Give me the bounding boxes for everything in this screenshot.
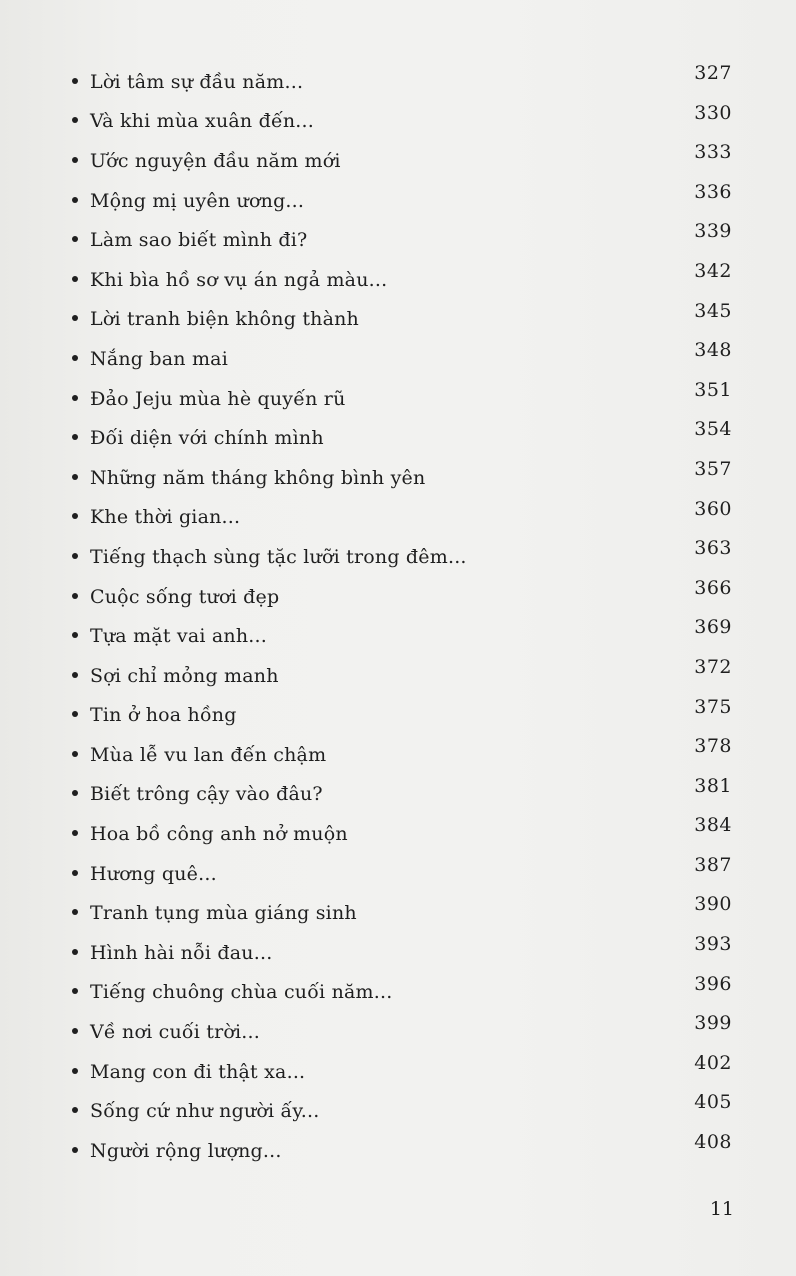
toc-entry-title: Biết trông cậy vào đâu?	[90, 783, 323, 806]
toc-entry	[72, 1085, 732, 1125]
toc-entry-page: 381	[694, 774, 732, 797]
toc-entry	[72, 690, 732, 730]
toc-entry-title: Mang con đi thật xa...	[90, 1060, 306, 1083]
toc-entry-title: Hoa bồ công anh nở muộn	[90, 823, 348, 846]
toc-entry-page: 396	[694, 972, 732, 995]
bullet-icon	[72, 632, 78, 638]
toc-entry-title: Lời tâm sự đầu năm...	[90, 70, 304, 93]
bullet-icon	[72, 157, 78, 163]
toc-entry-title: Và khi mùa xuân đến...	[90, 110, 314, 133]
bullet-icon	[72, 1028, 78, 1034]
toc-entry	[72, 294, 732, 334]
toc-entry	[72, 848, 732, 888]
toc-entry-page: 363	[694, 537, 732, 560]
toc-entry-title: Về nơi cuối trời...	[90, 1021, 261, 1044]
toc-entry	[72, 412, 732, 452]
toc-entry-title: Làm sao biết mình đi?	[90, 229, 308, 252]
toc-entry-page: 375	[694, 695, 732, 718]
toc-entry-page: 399	[694, 1012, 732, 1035]
toc-entry	[72, 333, 732, 373]
toc-entry-page: 378	[694, 735, 732, 758]
toc-entry	[72, 610, 732, 650]
toc-entry-page: 387	[694, 853, 732, 876]
bullet-icon	[72, 1107, 78, 1113]
bullet-icon	[72, 395, 78, 401]
toc-entry-page: 360	[694, 497, 732, 520]
bullet-icon	[72, 790, 78, 796]
toc-entry-page: 354	[694, 418, 732, 441]
toc-entry-title: Tiếng chuông chùa cuối năm...	[90, 981, 393, 1004]
toc-entry-page: 327	[694, 62, 732, 84]
toc-entry-title: Mộng mị uyên ương...	[90, 189, 305, 212]
toc-entry-title: Tranh tụng mùa giáng sinh	[90, 902, 357, 925]
toc-entry-page: 390	[694, 893, 732, 916]
toc-entry-page: 366	[694, 576, 732, 599]
toc-entry	[72, 135, 732, 175]
toc-entry-title: Tiếng thạch sùng tặc lưỡi trong đêm...	[90, 545, 467, 568]
toc-entry-title: Khe thời gian...	[90, 506, 241, 529]
toc-entry-page: 336	[694, 180, 732, 203]
bullet-icon	[72, 553, 78, 559]
toc-entry	[72, 887, 732, 927]
toc-entry	[72, 808, 732, 848]
toc-entry-page: 351	[694, 378, 732, 401]
toc-entry	[72, 927, 732, 967]
toc-entry	[72, 571, 732, 611]
toc-entry-title: Người rộng lượng...	[90, 1139, 282, 1162]
bullet-icon	[72, 197, 78, 203]
bullet-icon	[72, 1147, 78, 1153]
toc-entry-title: Những năm tháng không bình yên	[90, 466, 426, 489]
bullet-icon	[72, 751, 78, 757]
bullet-icon	[72, 434, 78, 440]
bullet-icon	[72, 711, 78, 717]
toc-entry	[72, 373, 732, 413]
toc-entry-title: Đối diện với chính mình	[90, 427, 324, 450]
table-of-contents	[72, 56, 732, 1165]
toc-entry-page: 342	[694, 259, 732, 282]
bullet-icon	[72, 593, 78, 599]
toc-entry-page: 333	[694, 141, 732, 164]
toc-entry	[72, 1125, 732, 1165]
toc-entry-title: Ước nguyện đầu năm mới	[90, 149, 341, 172]
toc-entry	[72, 175, 732, 215]
toc-entry-page: 357	[694, 457, 732, 480]
toc-entry-page: 393	[694, 933, 732, 956]
bullet-icon	[72, 78, 78, 84]
toc-entry	[72, 769, 732, 809]
toc-entry-page: 405	[694, 1091, 732, 1114]
toc-entry-title: Sợi chỉ mỏng manh	[90, 664, 279, 687]
page-number: 11	[709, 1198, 734, 1220]
toc-entry-title: Hương quê...	[90, 862, 217, 885]
toc-entry	[72, 729, 732, 769]
toc-entry-page: 372	[694, 655, 732, 678]
bullet-icon	[72, 276, 78, 282]
bullet-icon	[72, 117, 78, 123]
bullet-icon	[72, 315, 78, 321]
toc-entry-title: Đảo Jeju mùa hè quyến rũ	[90, 387, 346, 410]
bullet-icon	[72, 870, 78, 876]
bullet-icon	[72, 355, 78, 361]
toc-entry	[72, 452, 732, 492]
toc-entry	[72, 96, 732, 136]
toc-entry-title: Lời tranh biện không thành	[90, 308, 359, 331]
toc-entry	[72, 650, 732, 690]
toc-entry-title: Nắng ban mai	[90, 347, 228, 370]
toc-entry-page: 330	[694, 101, 732, 124]
toc-entry-title: Sống cứ như người ấy...	[90, 1100, 320, 1123]
toc-entry	[72, 254, 732, 294]
toc-entry-title: Hình hài nỗi đau...	[90, 941, 273, 964]
toc-entry	[72, 492, 732, 532]
bullet-icon	[72, 474, 78, 480]
toc-entry-page: 369	[694, 616, 732, 639]
toc-entry-page: 384	[694, 814, 732, 837]
toc-entry	[72, 531, 732, 571]
toc-entry	[72, 1006, 732, 1046]
toc-entry	[72, 967, 732, 1007]
bullet-icon	[72, 830, 78, 836]
bullet-icon	[72, 949, 78, 955]
toc-entry-page: 348	[694, 339, 732, 362]
toc-entry-title: Khi bìa hồ sơ vụ án ngả màu...	[90, 268, 388, 291]
toc-entry-title: Tin ở hoa hồng	[90, 704, 237, 727]
bullet-icon	[72, 672, 78, 678]
bullet-icon	[72, 513, 78, 519]
toc-entry-page: 408	[694, 1131, 732, 1154]
bullet-icon	[72, 909, 78, 915]
toc-entry-title: Cuộc sống tươi đẹp	[90, 585, 280, 608]
bullet-icon	[72, 236, 78, 242]
bullet-icon	[72, 1068, 78, 1074]
bullet-icon	[72, 988, 78, 994]
toc-entry-page: 402	[694, 1051, 732, 1074]
toc-entry-page: 345	[694, 299, 732, 322]
toc-entry	[72, 214, 732, 254]
toc-entry	[72, 1046, 732, 1086]
toc-entry-page: 339	[694, 220, 732, 243]
toc-entry	[72, 56, 732, 96]
toc-entry-title: Mùa lễ vu lan đến chậm	[90, 743, 327, 766]
toc-entry-title: Tựa mặt vai anh...	[90, 625, 267, 648]
